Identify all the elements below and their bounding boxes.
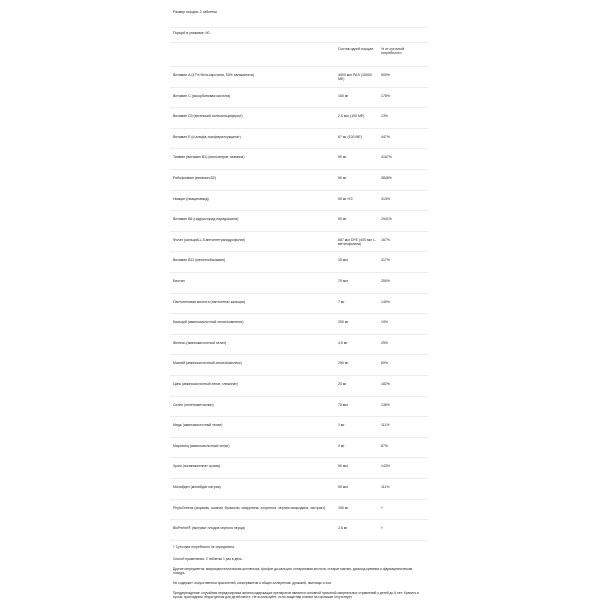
footnote: † Суточная потребность не определена. — [173, 544, 235, 549]
nutrient-amount: 50 мг — [338, 176, 347, 180]
nutrient-amount: 75 мкг — [338, 402, 349, 407]
nutrient-name: Магний (аминокислотный хелат/комплекс) — [173, 361, 242, 366]
nutrient-name: Витамин В12 (метилкобаламин) — [173, 258, 226, 263]
nutrient-daily-value: 182% — [381, 382, 390, 386]
nutrient-name: BioPerine® (экстракт плодов черного перца) — [173, 526, 245, 531]
nutrient-daily-value: 500% — [381, 73, 390, 77]
nutrient-amount: 50 мкг — [338, 464, 349, 469]
table-row — [170, 375, 428, 397]
nutrient-name: Витамин D3 (веганский холекальциферол) — [173, 114, 243, 119]
nutrient-daily-value: 87% — [381, 443, 389, 448]
table-row — [170, 437, 428, 459]
nutrient-name: Кальций (аминокислотный хелат/комплекс) — [173, 320, 244, 325]
nutrient-amount: 20 мг — [338, 382, 347, 386]
nutrient-daily-value: 447% — [381, 134, 390, 139]
nutrient-daily-value: 417% — [381, 258, 390, 263]
nutrient-amount: 2,5 мкг (100 МЕ) — [338, 114, 365, 119]
nutrient-name: Биотин — [173, 279, 185, 283]
nutrient-name: Рибофлавин (витамин В2) — [173, 176, 216, 180]
nutrient-daily-value: 19% — [381, 320, 389, 325]
nutrient-amount: 2,5 мг — [338, 526, 348, 531]
nutrient-name: Тиамин (витамин В1) (мононитрат тиамина) — [173, 155, 245, 160]
warning-text: Предупреждение: случайная передозировка железосодержащих препаратов является основной причиной смертельных отравлений у детей до 6 лет. Хранить в сухом, прохладном, недоступном для детей месте. Не используйте, если защитная пленка на горлышке отсутствует. — [173, 590, 420, 600]
nutrient-amount: 67 мг (100 МЕ) — [338, 134, 362, 139]
table-row — [170, 272, 428, 294]
nutrient-amount: 2 мг — [338, 443, 345, 448]
nutrient-name: Селен (селенометионин) — [173, 402, 214, 407]
nutrient-name: Железо (аминокислотный хелат) — [173, 340, 227, 345]
nutrient-name: Цинк (аминокислотный хелат, глюконат) — [173, 382, 239, 386]
nutrient-amount: 150 мг — [338, 505, 349, 510]
nutrient-daily-value: 13% — [381, 114, 389, 119]
nutrient-daily-value: 313% — [381, 196, 390, 201]
table-row — [170, 396, 428, 418]
table-row — [170, 354, 428, 376]
free-from-text: Не содержит: искусственных красителей, консервантов и общих аллергенов: дрожжей, пшеницы и сои. — [173, 580, 332, 585]
nutrient-amount: 50 мг — [338, 155, 347, 160]
nutrient-name: Ниацин (ниацинамид) — [173, 196, 209, 201]
nutrient-amount: 75 мкг — [338, 279, 349, 283]
amount-column-header: Состав одной порции — [338, 47, 373, 51]
nutrient-name: Хром (полиникотинат хрома) — [173, 464, 220, 469]
table-row — [170, 210, 428, 232]
serving-size-text: Размер порции: 2 таблетки — [173, 10, 217, 14]
servings-per-container-text: Порций в упаковке: 90 — [173, 31, 210, 35]
nutrient-daily-value: 25% — [381, 340, 389, 345]
nutrient-amount: 50 мг НЭ — [338, 196, 353, 201]
table-row — [170, 66, 428, 88]
nutrient-amount: 250 мг — [338, 361, 349, 366]
nutrient-name: Медь (аминокислотный хелат) — [173, 423, 223, 428]
table-row — [170, 148, 428, 170]
table-row — [170, 231, 428, 253]
table-row — [170, 478, 428, 500]
nutrient-name: Витамин А (47% бета-каротина, 53% пальмитата) — [173, 73, 254, 77]
nutrient-name: Марганец (аминокислотный хелат) — [173, 443, 230, 448]
table-row — [170, 457, 428, 479]
nutrient-daily-value: 250% — [381, 279, 390, 283]
servings-per-container — [170, 27, 428, 35]
daily-value-column-header: % от суточной потребности — [381, 47, 405, 56]
nutrient-amount: 50 мг — [338, 217, 347, 222]
table-row — [170, 519, 428, 541]
nutrient-name: Витамин E (d-альфа-токоферилсукцинат) — [173, 134, 241, 139]
table-row — [170, 190, 428, 212]
usage-text: Способ применения: 2 таблетки 1 раз в день. — [173, 556, 243, 561]
table-row — [170, 169, 428, 191]
nutrient-amount: 250 мг — [338, 320, 349, 325]
nutrient-daily-value: 178% — [381, 93, 390, 98]
nutrient-name: Витамин С (аскорбиновая кислота) — [173, 93, 231, 98]
table-row — [170, 334, 428, 356]
nutrient-name: Пантотеновая кислота (пантотенат кальция) — [173, 299, 246, 304]
nutrient-daily-value: 4167% — [381, 155, 392, 160]
nutrient-daily-value: † — [381, 526, 383, 531]
nutrient-daily-value: 111% — [381, 485, 390, 489]
nutrient-amount: 667 мкг DFE (400 мкг L-метилфолата) — [338, 237, 377, 247]
other-ingredients-text: Другие ингредиенты: микрокристаллическая целлюлоза, фосфат ди-кальция, стеариновая кислота, стеарат магния, диоксид кремния и фармацевтическая глазурь. — [173, 566, 413, 576]
notes-divider — [170, 540, 428, 541]
nutrient-amount: 50 мкг — [338, 485, 349, 489]
supplement-facts-sheet — [170, 0, 428, 600]
nutrient-daily-value: 143% — [381, 464, 390, 469]
nutrient-amount: 15 мкг — [338, 258, 349, 263]
nutrient-amount: 1 мг — [338, 423, 345, 428]
nutrient-daily-value: 136% — [381, 402, 390, 407]
table-row — [170, 416, 428, 438]
nutrient-name: PhytoGreens (морковь, шпинат, брокколи, спирулина, хлорелла, черная смородина, экстракт) — [173, 505, 326, 510]
table-row — [170, 293, 428, 315]
table-row — [170, 313, 428, 335]
nutrient-name: Молибден (молибдат натрия) — [173, 485, 221, 489]
nutrient-amount: 4500 мкг РАЭ (15000 МЕ) — [338, 73, 372, 82]
table-row — [170, 107, 428, 129]
nutrient-amount: 7 мг — [338, 299, 345, 304]
nutrient-daily-value: 111% — [381, 423, 390, 428]
nutrient-daily-value: 167% — [381, 237, 390, 242]
table-row — [170, 251, 428, 273]
nutrient-daily-value: 140% — [381, 299, 390, 304]
nutrient-name: Фолат (кальций-L-5-метилтетрагидрофолат) — [173, 237, 246, 242]
nutrient-name: Витамин В6 (гидрохлорид пиридоксина) — [173, 217, 239, 222]
table-row — [170, 128, 428, 150]
table-header — [170, 42, 428, 65]
nutrient-amount: 4,5 мг — [338, 340, 348, 345]
table-row — [170, 499, 428, 521]
nutrient-daily-value: 2941% — [381, 217, 392, 222]
nutrient-daily-value: † — [381, 505, 383, 510]
nutrient-daily-value: 3846% — [381, 176, 392, 180]
nutrient-daily-value: 60% — [381, 361, 389, 366]
nutrient-amount: 160 мг — [338, 93, 349, 98]
table-row — [170, 87, 428, 109]
